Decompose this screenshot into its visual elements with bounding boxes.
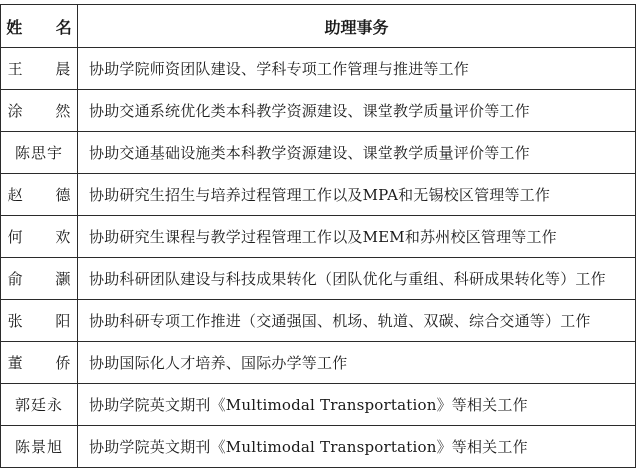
duty-description: 协助学院英文期刊《Multimodal Transportation》等相关工作 xyxy=(78,384,636,426)
assistant-duties-table xyxy=(0,4,636,468)
table-row xyxy=(1,342,636,384)
header-duty: 助理事务 xyxy=(78,5,636,48)
table-row xyxy=(1,90,636,132)
table-row xyxy=(1,174,636,216)
duty-description: 协助国际化人才培养、国际办学等工作 xyxy=(78,342,636,384)
duty-description: 协助交通系统优化类本科教学资源建设、课堂教学质量评价等工作 xyxy=(78,90,636,132)
header-name: 姓 名 xyxy=(1,5,78,48)
person-name: 涂 然 xyxy=(1,90,78,132)
duty-description: 协助研究生招生与培养过程管理工作以及MPA和无锡校区管理等工作 xyxy=(78,174,636,216)
duty-description: 协助交通基础设施类本科教学资源建设、课堂教学质量评价等工作 xyxy=(78,132,636,174)
person-name: 陈思宇 xyxy=(1,132,78,174)
duty-description: 协助学院英文期刊《Multimodal Transportation》等相关工作 xyxy=(78,426,636,468)
duty-description: 协助研究生课程与教学过程管理工作以及MEM和苏州校区管理等工作 xyxy=(78,216,636,258)
person-name: 何 欢 xyxy=(1,216,78,258)
table-row xyxy=(1,384,636,426)
table-row xyxy=(1,300,636,342)
duty-description: 协助科研团队建设与科技成果转化（团队优化与重组、科研成果转化等）工作 xyxy=(78,258,636,300)
person-name: 赵 德 xyxy=(1,174,78,216)
person-name: 董 侨 xyxy=(1,342,78,384)
table-row xyxy=(1,258,636,300)
table-row xyxy=(1,426,636,468)
header-row xyxy=(1,5,636,48)
table-row xyxy=(1,216,636,258)
person-name: 张 阳 xyxy=(1,300,78,342)
duty-description: 协助学院师资团队建设、学科专项工作管理与推进等工作 xyxy=(78,48,636,90)
table-body xyxy=(1,48,636,468)
table-header xyxy=(1,5,636,48)
person-name: 陈景旭 xyxy=(1,426,78,468)
person-name: 俞 灏 xyxy=(1,258,78,300)
person-name: 王 晨 xyxy=(1,48,78,90)
table-row xyxy=(1,48,636,90)
person-name: 郭廷永 xyxy=(1,384,78,426)
duty-description: 协助科研专项工作推进（交通强国、机场、轨道、双碳、综合交通等）工作 xyxy=(78,300,636,342)
table-row xyxy=(1,132,636,174)
